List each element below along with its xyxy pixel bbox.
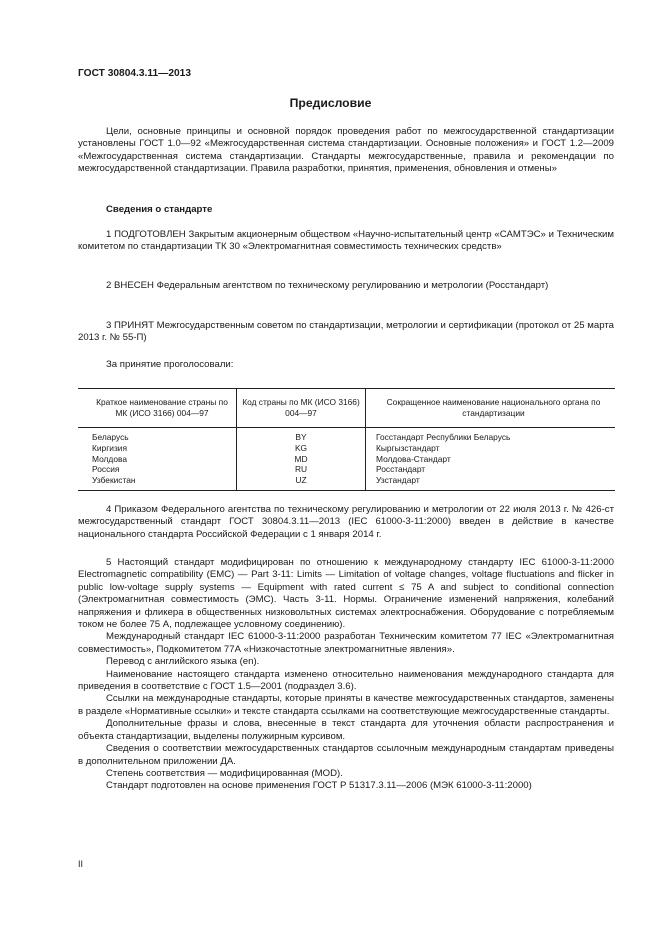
item-2-block bbox=[78, 280, 614, 292]
column-header-code: Код страны по МК (ИСО 3166) 004—97 bbox=[237, 389, 366, 428]
item-5-paragraph-6: Дополнительные фразы и слова, внесенные в текст стандарта для уточнения области распространения и объекта стандартизации, выделены полужирным курсивом. bbox=[78, 718, 614, 742]
item-5-paragraph-4: Наименование настоящего стандарта изменено относительно наименования международного стандарта для приведения в соответствие с ГОСТ 1.5—2001 (подраздел 3.6). bbox=[78, 668, 614, 693]
item-5-paragraph-2: Международный стандарт IEC 61000-3-11:2000 разработан Техническим комитетом 77 IEC «Электромагнитная совместимость», Подкомитетом 77А «Низкочастотные электромагнитные явления». bbox=[78, 631, 614, 655]
section-heading-block bbox=[78, 204, 614, 216]
item-3-text: 3 ПРИНЯТ Межгосударственным советом по стандартизации, метрологии и сертификации (протокол от 25 марта 2013 г. № 55-П) bbox=[78, 320, 614, 344]
page-number: II bbox=[78, 859, 84, 869]
country-cell: Беларусь bbox=[92, 432, 129, 442]
countries-table bbox=[78, 388, 615, 491]
item-5-paragraph-7: Сведения о соответствии межгосударственных стандартов ссылочным международным стандартам приведены в дополнительном приложении ДА. bbox=[78, 743, 614, 767]
page-title: Предисловие bbox=[289, 96, 372, 110]
item-5-paragraph-1: 5 Настоящий стандарт модифицирован по отношению к международному стандарту IEC 61000-3-11:2000 Electromagnetic compatibility (EMC) — Part 3-11: Limits — Limitation of voltage changes, voltage fluctuations and flicker in public low-voltage supply systems — Equipment with rated current ≤ 75 A and subject to conditional connection (Электромагнитная совместимость (ЭМС). Часть 3-11. Нормы. Ограничение изменений напряжения, колебаний напряжения и фликера в общественных низковольтных системах электроснабжения. Оборудование с потребляемым током не более 75 А, подлежащее условному соединению). bbox=[78, 557, 614, 631]
code-cell: MD bbox=[237, 454, 366, 465]
table-row bbox=[78, 464, 615, 475]
body-cell: Госстандарт Республики Беларусь bbox=[366, 428, 616, 443]
table-row bbox=[78, 428, 615, 443]
voted-label: За принятие проголосовали: bbox=[106, 359, 234, 370]
item-5-block bbox=[78, 557, 614, 793]
document-id-header: ГОСТ 30804.3.11—2013 bbox=[78, 68, 191, 79]
item-4-block bbox=[78, 504, 614, 541]
item-3-block bbox=[78, 320, 614, 345]
code-cell: UZ bbox=[237, 475, 366, 490]
country-cell: Молдова bbox=[92, 453, 127, 464]
column-header-country: Краткое наименование страны по МК (ИСО 3166) 004—97 bbox=[78, 389, 237, 428]
column-header-body: Сокращенное наименование национального органа по стандартизации bbox=[366, 389, 616, 428]
code-cell: KG bbox=[237, 443, 366, 454]
item-5-paragraph-3: Перевод с английского языка (en). bbox=[106, 656, 260, 668]
voting-table bbox=[78, 388, 615, 491]
country-cell: Россия bbox=[92, 464, 120, 475]
code-cell: RU bbox=[237, 464, 366, 475]
table-row bbox=[78, 443, 615, 454]
item-1-text: 1 ПОДГОТОВЛЕН Закрытым акционерным обществом «Научно-испытательный центр «САМТЭС» и Техническим комитетом по стандартизации ТК 30 «Электромагнитная совместимость технических средств» bbox=[78, 229, 614, 253]
body-cell: Узстандарт bbox=[366, 475, 616, 490]
item-4-text: 4 Приказом Федерального агентства по техническому регулированию и метрологии от 22 июля 2013 г. № 426-ст межгосударственный стандарт ГОСТ 30804.3.11—2013 (IEC 61000-3-11:2000) введен в действие в качестве национального стандарта Российской Федерации с 1 января 2014 г. bbox=[78, 504, 614, 540]
item-5-paragraph-5: Ссылки на международные стандарты, которые приняты в качестве межгосударственных стандартов, заменены в разделе «Нормативные ссылки» и тексте стандарта ссылками на соответствующие межгосударственные стандарты. bbox=[78, 693, 614, 717]
body-cell: Молдова-Стандарт bbox=[366, 454, 616, 465]
voted-label-block bbox=[78, 359, 614, 371]
intro-text: Цели, основные принципы и основной порядок проведения работ по межгосударственной стандартизации установлены ГОСТ 1.0—92 «Межгосударственная система стандартизации. Основные положения» и ГОСТ 1.2—2009 «Межгосударственная система стандартизации. Стандарты межгосударственные, правила и рекомендации по межгосударственной стандартизации. Правила разработки, принятия, применения, обновления и отмены» bbox=[78, 126, 614, 175]
body-cell: Кыргызстандарт bbox=[366, 443, 616, 454]
intro-paragraph bbox=[78, 126, 614, 176]
country-cell: Киргизия bbox=[92, 442, 128, 453]
country-cell: Узбекистан bbox=[78, 475, 237, 490]
item-5-paragraph-9: Стандарт подготовлен на основе применения ГОСТ Р 51317.3.11—2006 (МЭК 61000-3-11:2000) bbox=[106, 780, 532, 792]
item-2-text: 2 ВНЕСЕН Федеральным агентством по техническому регулированию и метрологии (Росстандарт) bbox=[106, 280, 549, 291]
table-row bbox=[78, 454, 615, 465]
table-header-row bbox=[78, 389, 615, 428]
section-heading: Сведения о стандарте bbox=[106, 204, 213, 215]
body-cell: Росстандарт bbox=[366, 464, 616, 475]
table-row bbox=[78, 475, 615, 490]
item-1-block bbox=[78, 229, 614, 254]
item-5-paragraph-8: Степень соответствия — модифицированная (MOD). bbox=[106, 767, 343, 779]
code-cell: BY bbox=[237, 428, 366, 443]
